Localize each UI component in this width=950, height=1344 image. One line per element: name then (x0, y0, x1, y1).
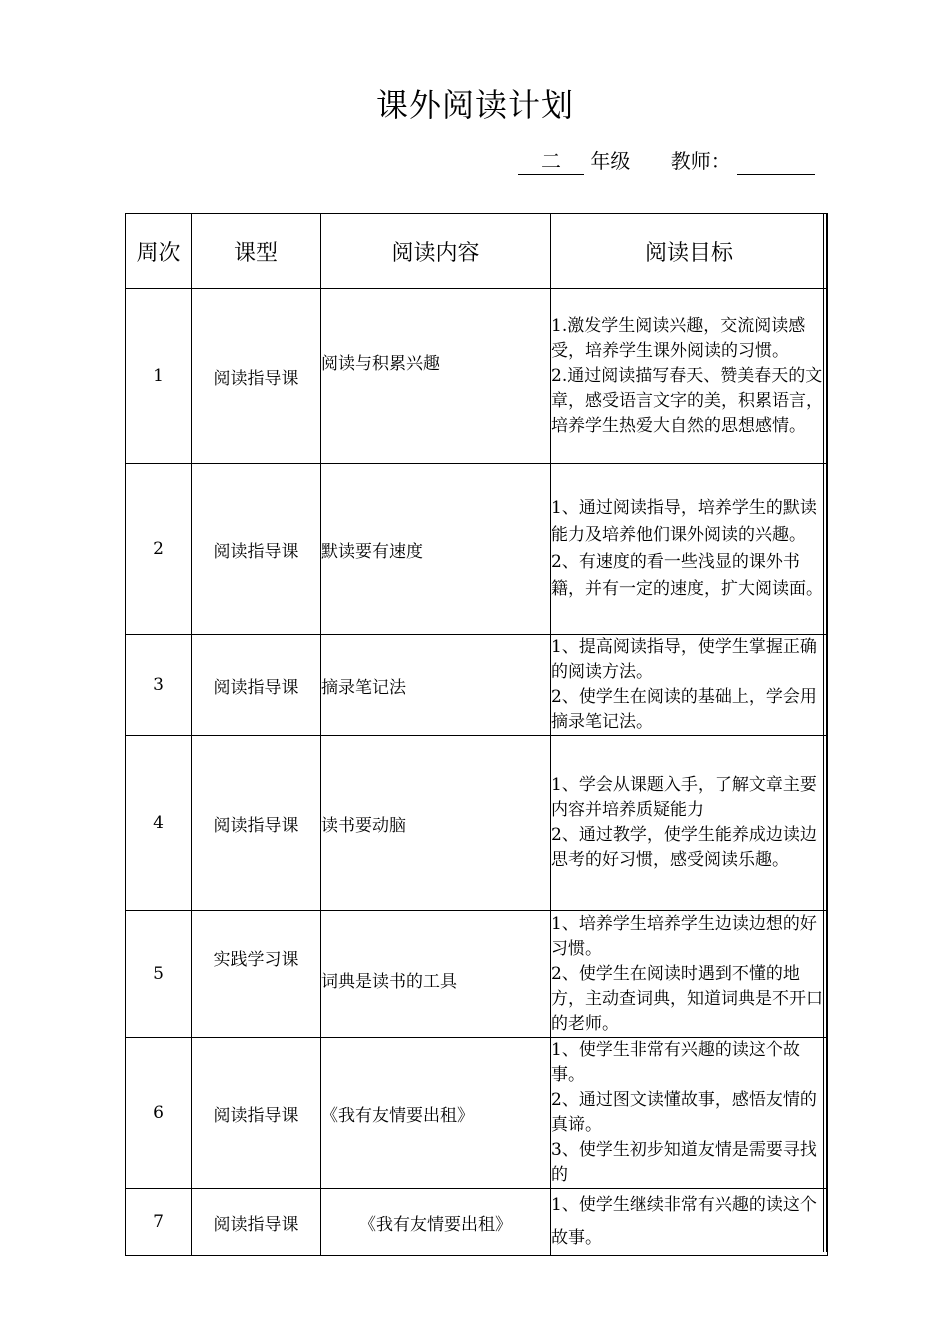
grade-suffix: 年级 (590, 149, 631, 173)
goal-cell: 1、使学生非常有兴趣的读这个故事。 2、通过图文读懂故事，感悟友情的真谛。 3、使学生初步知道友情是需要寻找的 (551, 1038, 828, 1189)
content-cell: 词典是读书的工具 (321, 911, 551, 1038)
column-header-content: 阅读内容 (321, 214, 551, 289)
table-right-double-border (823, 213, 827, 1252)
goal-cell: 1、通过阅读指导，培养学生的默读能力及培养他们课外阅读的兴趣。 2、有速度的看一些浅显的课外书籍，并有一定的速度，扩大阅读面。 (551, 464, 828, 635)
type-cell: 阅读指导课 (192, 635, 321, 736)
week-cell: 6 (126, 1038, 192, 1189)
reading-plan-table (125, 213, 828, 1256)
table-row (126, 911, 828, 1038)
table-row (126, 736, 828, 911)
goal-cell: 1、提高阅读指导，使学生掌握正确的阅读方法。 2、使学生在阅读的基础上，学会用摘录笔记法。 (551, 635, 828, 736)
grade-value: 二 (518, 148, 584, 175)
goal-cell: 1、培养学生培养学生边读边想的好习惯。 2、使学生在阅读时遇到不懂的地方，主动查词典，知道词典是不开口的老师。 (551, 911, 828, 1038)
type-cell: 阅读指导课 (192, 464, 321, 635)
column-header-goal: 阅读目标 (551, 214, 828, 289)
content-cell: 默读要有速度 (321, 464, 551, 635)
teacher-blank (737, 148, 815, 175)
table-header-row (126, 214, 828, 289)
type-cell: 阅读指导课 (192, 1189, 321, 1256)
week-cell: 3 (126, 635, 192, 736)
content-cell: 《我有友情要出租》 (321, 1038, 551, 1189)
type-cell: 阅读指导课 (192, 736, 321, 911)
table-row (126, 289, 828, 464)
week-cell: 1 (126, 289, 192, 464)
type-cell: 阅读指导课 (192, 1038, 321, 1189)
table-row (126, 635, 828, 736)
teacher-label: 教师： (670, 149, 731, 173)
type-cell: 阅读指导课 (192, 289, 321, 464)
content-cell: 《我有友情要出租》 (321, 1189, 551, 1256)
page-title: 课外阅读计划 (375, 86, 574, 124)
table-row (126, 464, 828, 635)
column-header-week: 周次 (126, 214, 192, 289)
type-cell: 实践学习课 (192, 911, 321, 1038)
goal-cell: 1、使学生继续非常有兴趣的读这个故事。 (551, 1189, 828, 1256)
goal-cell: 1、学会从课题入手，了解文章主要内容并培养质疑能力 2、通过教学，使学生能养成边读边思考的好习惯，感受阅读乐趣。 (551, 736, 828, 911)
week-cell: 4 (126, 736, 192, 911)
content-cell: 阅读与积累兴趣 (321, 289, 551, 464)
content-cell: 读书要动脑 (321, 736, 551, 911)
table-row (126, 1189, 828, 1256)
goal-cell: 1.激发学生阅读兴趣，交流阅读感受，培养学生课外阅读的习惯。 2.通过阅读描写春天、赞美春天的文章，感受语言文字的美，积累语言，培养学生热爱大自然的思想感情。 (551, 289, 828, 464)
grade-teacher-line (518, 145, 815, 175)
table-row (126, 1038, 828, 1189)
column-header-type: 课型 (192, 214, 321, 289)
week-cell: 7 (126, 1189, 192, 1256)
week-cell: 5 (126, 911, 192, 1038)
week-cell: 2 (126, 464, 192, 635)
content-cell: 摘录笔记法 (321, 635, 551, 736)
